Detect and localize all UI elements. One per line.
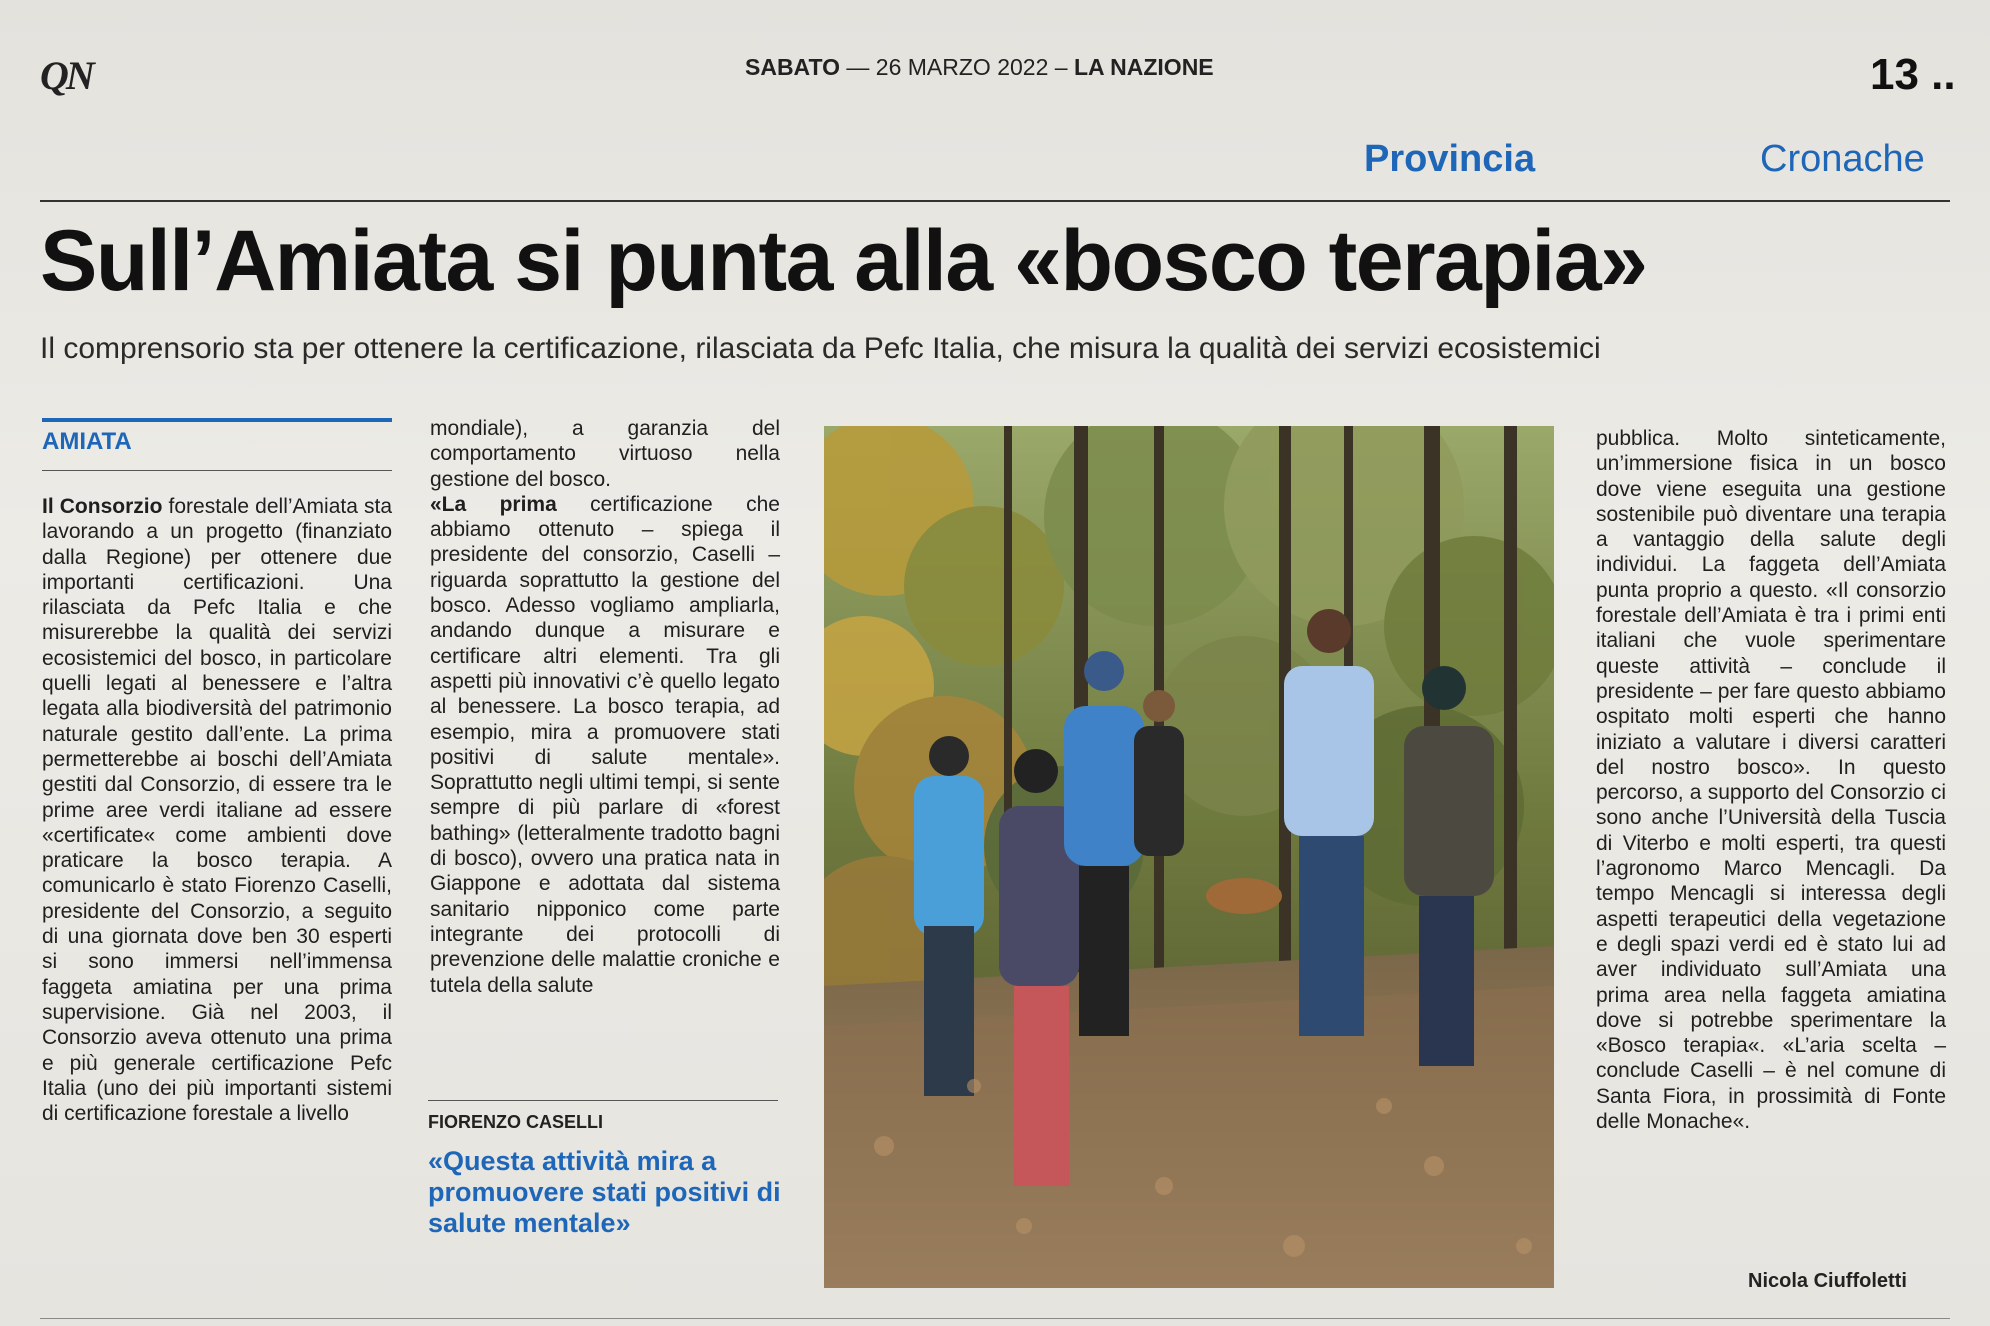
- section-provincia: Provincia: [1364, 138, 1536, 180]
- subheadline: Il comprensorio sta per ottenere la certificazione, rilasciata da Pefc Italia, che misura la qualità dei servizi ecosistemici: [40, 332, 1601, 365]
- header-rule: [40, 200, 1950, 202]
- dateline: [745, 54, 1214, 81]
- dateline-sep-2: –: [1054, 54, 1074, 80]
- kicker-amiata: AMIATA: [42, 428, 132, 455]
- article-column-4: [1596, 426, 1946, 1134]
- column-2-body: certificazione che abbiamo ottenuto – spiega il presidente del consorzio, Caselli – riguarda soprattutto la gestione del bosco. Adesso vogliamo ampliarla, andando dunque a misurare e certificare altri elementi. Tra gli aspetti più innovativi c’è quello legato al benessere. La bosco terapia, ad esempio, mira a promuovere stati positivi di salute mentale». Soprattutto negli ultimi tempi, si sente sempre di più parlare di «forest bathing» (letteralmente tradotto bagni di bosco), ovvero una pratica nata in Giappone e adottata dal sistema sanitario nipponico come parte integrante dei protocolli di prevenzione delle malattie croniche e tutela della salute: [430, 492, 780, 997]
- dateline-sep-1: —: [846, 54, 876, 80]
- kicker-rule: [42, 418, 392, 422]
- section-cronache: Cronache: [1760, 138, 1925, 180]
- dateline-day: SABATO: [745, 54, 840, 80]
- column-2-paragraph-1: mondiale), a garanzia del comportamento virtuoso nella gestione del bosco.: [430, 417, 780, 491]
- column-1-body: forestale dell’Amiata sta lavorando a un progetto (finanziato dalla Regione) per ottenere due importanti certificazioni. Una rilasciata da Pefc Italia e che misurerebbe la qualità dei servizi ecosistemici del bosco, in particolare quelli legati al benessere e l’altra legata alla biodiversità del patrimonio naturale gestito dall’ente. La prima permetterebbe ai boschi dell’Amiata gestiti dal Consorzio, di essere tra le prime aree verdi italiane ad essere «certificate« come ambienti dove praticare la bosco terapia. A comunicarlo è stato Fiorenzo Caselli, presidente del Consorzio, a seguito di una giornata dove ben 30 esperti si sono immersi nell’immensa faggeta amiatina per una prima supervisione. Già nel 2003, il Consorzio aveva ottenuto una prima e più generale certificazione Pefc Italia (uno dei più importanti sistemi di certificazione forestale a livello: [42, 495, 392, 1126]
- newspaper-logo: QN: [40, 53, 92, 98]
- column-4-text: pubblica. Molto sinteticamente, un’immersione fisica in un bosco dove viene eseguita una gestione sostenibile può diventare una terapia a vantaggio della salute degli individui. La faggeta dell’Amiata punta proprio a questo. «Il consorzio forestale dell’Amiata è tra i primi enti italiani che vuole sperimentare queste attività – conclude il presidente – per fare questo abbiamo ospitato molti esperti che hanno iniziato a valutare i diversi caratteri del nostro bosco». In questo percorso, a supporto del Consorzio ci sono anche l’Università della Tuscia di Viterbo e molti esperti, tra questi l’agronomo Marco Mencagli. Da tempo Mencagli si interessa degli aspetti terapeutici della vegetazione e degli spazi verdi ed è stato lui ad aver individuato sull’Amiata una prima area nella faggeta amiatina dove si potrebbe sperimentare la «Bosco terapia«. «L’aria scelta – conclude Caselli – è nel comune di Santa Fiora, in prossimità di Fonte delle Monache«.: [1596, 427, 1946, 1134]
- column-2-lead: «La prima: [430, 492, 557, 516]
- quote-rule: [428, 1100, 778, 1101]
- article-column-1: [42, 494, 392, 1126]
- forest-walk-photo: [824, 426, 1554, 1288]
- byline: Nicola Ciuffoletti: [1748, 1270, 1907, 1292]
- dateline-date: 26 MARZO 2022: [875, 54, 1049, 80]
- page-number: 13 ..: [1870, 50, 1956, 99]
- column-1-text: [42, 494, 392, 1126]
- pull-quote: «Questa attività mira a promuovere stati positivi di salute mentale»: [428, 1146, 781, 1238]
- headline: Sull’Amiata si punta alla «bosco terapia»: [40, 213, 1647, 309]
- quote-author: FIORENZO CASELLI: [428, 1112, 603, 1132]
- forest-walk-photo-illustration: [824, 426, 1554, 1288]
- dateline-paper: LA NAZIONE: [1073, 54, 1214, 80]
- article-column-2: [430, 416, 780, 998]
- bottom-rule: [40, 1318, 1950, 1319]
- column-1-lead: Il Consorzio: [42, 495, 163, 518]
- kicker-underline: [42, 470, 392, 471]
- column-2-paragraph-2: [430, 492, 780, 998]
